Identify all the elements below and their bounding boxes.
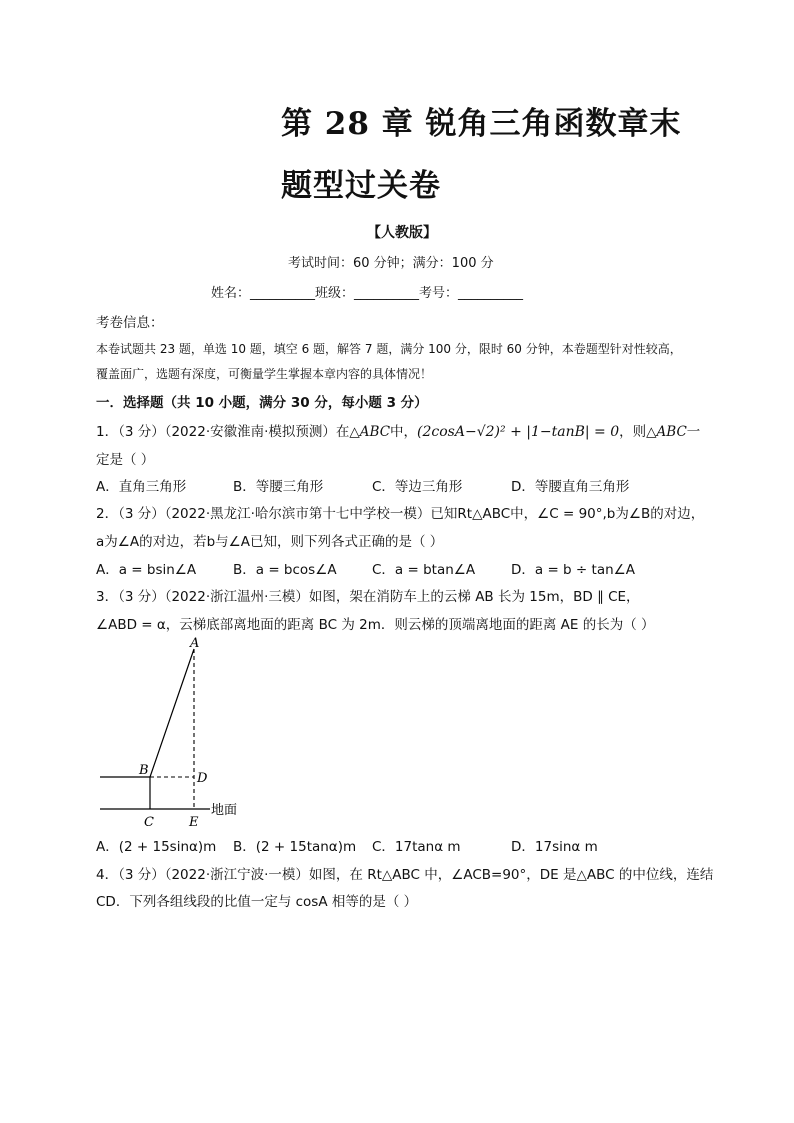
- intro-line-1: 本卷试题共 23 题，单选 10 题，填空 6 题，解答 7 题，满分 100 分，限时 60 分钟，本卷题型针对性较高，: [96, 342, 682, 356]
- section-heading: 一．选择题（共 10 小题，满分 30 分，每小题 3 分）: [96, 395, 428, 411]
- label-ground: 地面: [211, 803, 238, 818]
- intro-heading: 考卷信息：: [96, 315, 164, 331]
- question-1-line-2: 定是（ ）: [96, 452, 155, 468]
- q1-option-c: C．等边三角形: [372, 479, 463, 495]
- question-3-line-1: 3．（3 分）（2022·浙江温州·三模）如图，架在消防车上的云梯 AB 长为 15m，BD ∥ CE，: [96, 589, 640, 605]
- label-a: A: [190, 636, 200, 651]
- question-2-line-1: 2．（3 分）（2022·黑龙江·哈尔滨市第十七中学校一模）已知Rt△ABC中，∠C = 90°,b为∠B的对边，: [96, 506, 705, 522]
- page-title-line2: 题型过关卷: [281, 168, 441, 204]
- q1-triangle-name: ABC: [359, 424, 391, 440]
- label-c: C: [144, 815, 154, 830]
- label-e: E: [189, 815, 199, 830]
- q1-option-b: B．等腰三角形: [233, 479, 324, 495]
- q1-stem-part-a: 1．（3 分）（2022·安徽淮南·模拟预测）在△: [96, 424, 360, 440]
- q1-triangle-name-2: ABC: [656, 424, 687, 440]
- question-3-line-2: ∠ABD = α，云梯底部离地面的距离 BC 为 2m．则云梯的顶端离地面的距离 AE 的长为（ ）: [96, 617, 655, 633]
- q3-option-d: D．17sinα m: [511, 839, 598, 855]
- q1-formula: (2cosA−√2)² + |1−tanB| = 0: [417, 424, 620, 440]
- q1-stem-part-d: ，则△: [619, 424, 657, 440]
- page-title-line1: 第 28 章 锐角三角函数章末: [281, 106, 682, 142]
- label-b: B: [139, 763, 149, 778]
- q3-option-c: C．17tanα m: [372, 839, 461, 855]
- q1-option-a: A．直角三角形: [96, 479, 187, 495]
- q2-option-b: B．a = bcos∠A: [233, 562, 337, 578]
- exam-info: 考试时间：60 分钟；满分：100 分: [288, 256, 494, 271]
- name-class-id-row: 姓名：__________班级：__________考号：__________: [211, 286, 524, 301]
- ladder-ab: [150, 649, 194, 777]
- q1-stem-part-f: 一: [686, 424, 701, 440]
- intro-line-2: 覆盖面广，选题有深度，可衡量学生掌握本章内容的具体情况！: [96, 367, 433, 381]
- question-4-line-2: CD．下列各组线段的比值一定与 cosA 相等的是（ ）: [96, 894, 418, 910]
- question-1-stem: [96, 420, 700, 440]
- label-d: D: [197, 771, 208, 786]
- q2-option-a: A．a = bsin∠A: [96, 562, 197, 578]
- ladder-figure: [90, 635, 250, 830]
- q3-option-a: A．(2 + 15sinα)m: [96, 839, 217, 855]
- edition-label: 【人教版】: [367, 225, 437, 241]
- q2-option-c: C．a = btan∠A: [372, 562, 476, 578]
- question-4-line-1: 4．（3 分）（2022·浙江宁波·一模）如图，在 Rt△ABC 中，∠ACB=90°，DE 是△ABC 的中位线，连结: [96, 867, 714, 883]
- q2-option-d: D．a = b ÷ tan∠A: [511, 562, 635, 578]
- question-2-line-2: a为∠A的对边，若b与∠A已知，则下列各式正确的是（ ）: [96, 534, 444, 550]
- q3-option-b: B．(2 + 15tanα)m: [233, 839, 357, 855]
- q1-option-d: D．等腰直角三角形: [511, 479, 630, 495]
- q1-stem-part-c: 中，: [390, 424, 418, 440]
